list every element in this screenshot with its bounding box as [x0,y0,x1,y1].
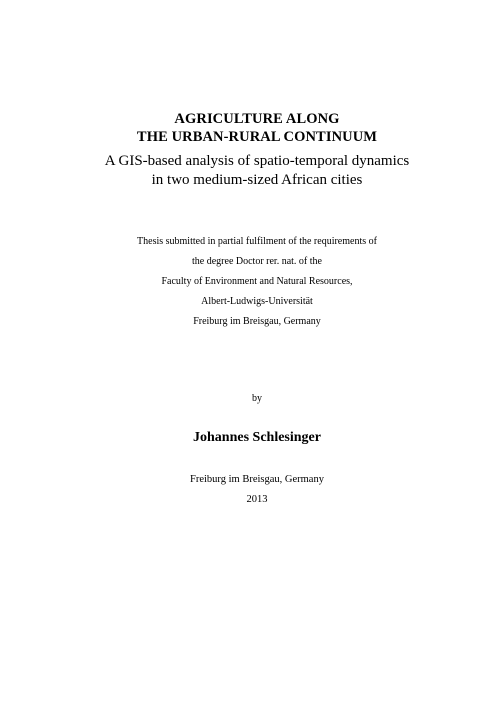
thesis-subtitle-line-1: A GIS-based analysis of spatio-temporal dynamics [104,153,410,169]
statement-line-3: Faculty of Environment and Natural Resources, [161,276,353,287]
author-name: Johannes Schlesinger [193,430,321,445]
thesis-subtitle-line-2: in two medium-sized African cities [151,172,363,188]
statement-line-1: Thesis submitted in partial fulfilment of the requirements of [137,236,377,247]
thesis-title-line-1: AGRICULTURE ALONG [174,111,340,127]
statement-line-5: Freiburg im Breisgau, Germany [193,316,321,327]
year-of-publication: 2013 [246,494,268,505]
place-of-publication: Freiburg im Breisgau, Germany [190,474,324,485]
statement-line-4: Albert-Ludwigs-Universität [201,296,313,307]
by-label: by [252,393,262,404]
thesis-title-line-2: THE URBAN-RURAL CONTINUUM [136,129,378,145]
statement-line-2: the degree Doctor rer. nat. of the [192,256,322,267]
